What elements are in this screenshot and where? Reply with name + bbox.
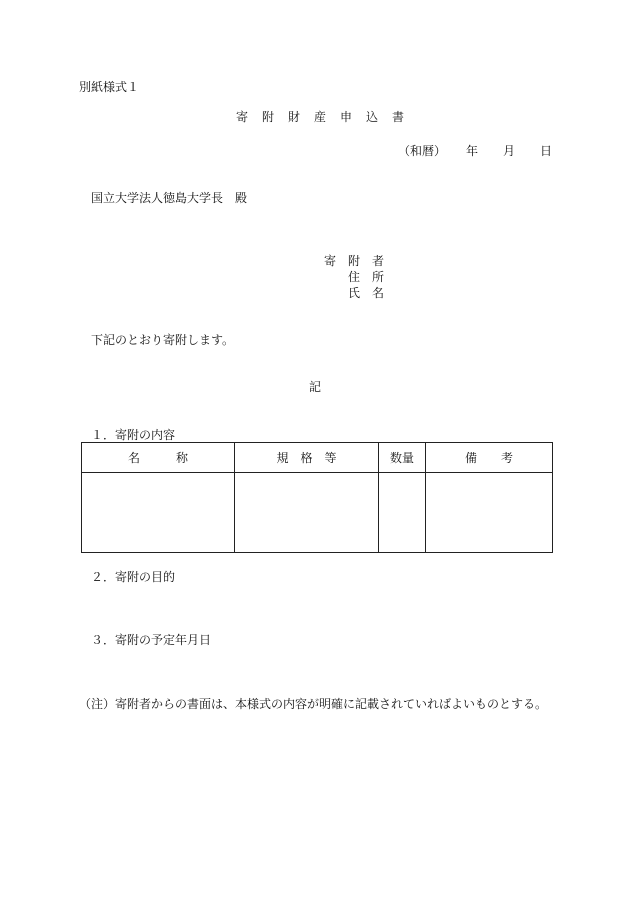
intro-text: 下記のとおり寄附します。 xyxy=(91,333,235,347)
date-day-label: 日 xyxy=(540,144,553,158)
column-header-remarks: 備 考 xyxy=(426,443,553,473)
column-header-quantity: 数量 xyxy=(379,443,426,473)
form-number: 別紙様式１ xyxy=(79,80,140,94)
date-month-label: 月 xyxy=(503,144,516,158)
date-year-label: 年 xyxy=(466,144,479,158)
quantity-cell[interactable] xyxy=(379,473,426,553)
name-cell[interactable] xyxy=(82,473,235,553)
table-header-row xyxy=(82,443,553,473)
section-purpose-heading: ２．寄附の目的 xyxy=(91,570,176,584)
donor-address-label: 住 所 xyxy=(348,270,385,284)
column-header-name: 名 称 xyxy=(82,443,235,473)
document-title: 寄 附 財 産 申 込 書 xyxy=(236,110,406,124)
donation-items-table xyxy=(81,442,553,553)
donor-name-label: 氏 名 xyxy=(348,286,385,300)
spec-cell[interactable] xyxy=(235,473,379,553)
ki-heading: 記 xyxy=(309,380,322,394)
section-planned-date-heading: ３．寄附の予定年月日 xyxy=(91,633,212,647)
addressee: 国立大学法人徳島大学長 殿 xyxy=(91,191,248,205)
footnote: （注）寄附者からの書面は、本様式の内容が明確に記載されていればよいものとする。 xyxy=(79,697,548,711)
table-row xyxy=(82,473,553,553)
column-header-spec: 規 格 等 xyxy=(235,443,379,473)
date-era: （和暦） xyxy=(398,144,447,158)
section-contents-heading: １．寄附の内容 xyxy=(91,428,176,442)
donor-heading: 寄 附 者 xyxy=(324,254,385,268)
remarks-cell[interactable] xyxy=(426,473,553,553)
